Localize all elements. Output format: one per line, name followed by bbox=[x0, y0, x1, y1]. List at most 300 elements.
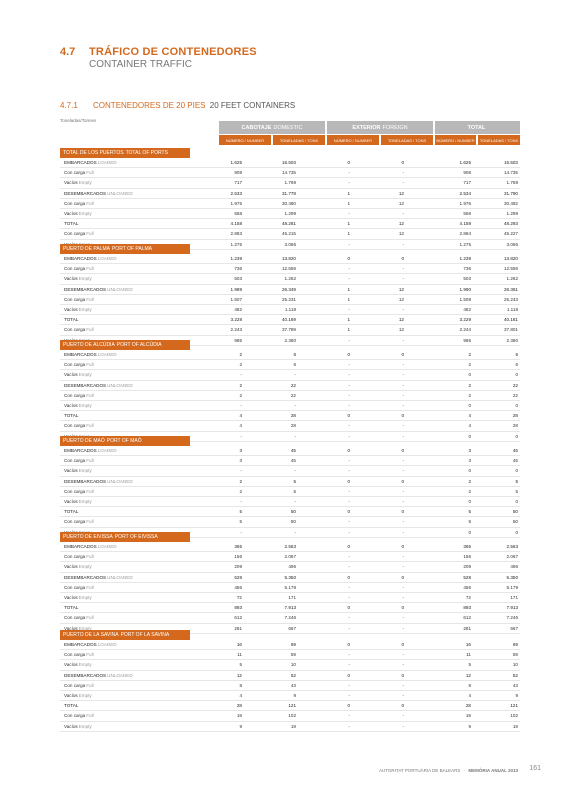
table-cell: 28 bbox=[512, 413, 518, 419]
table-row bbox=[60, 542, 520, 552]
table-cell: 2 bbox=[239, 352, 242, 357]
row-label-en: Empty bbox=[78, 468, 92, 474]
table-row bbox=[60, 593, 520, 603]
row-label bbox=[64, 613, 94, 622]
table-cell: 59 bbox=[290, 652, 296, 658]
row-label-es: Vacíos bbox=[64, 276, 78, 282]
table-cell: 102 bbox=[288, 713, 296, 719]
row-label bbox=[64, 562, 92, 571]
row-label-en: Full bbox=[86, 362, 94, 368]
port-section bbox=[60, 244, 520, 346]
row-label bbox=[64, 168, 94, 177]
port-section bbox=[60, 630, 520, 732]
port-header bbox=[60, 244, 190, 254]
table-row bbox=[60, 583, 520, 593]
row-label-en: LOADED bbox=[97, 256, 117, 261]
row-label-en: Empty bbox=[78, 306, 92, 312]
row-label bbox=[64, 681, 94, 690]
port-name-en: PORT OF LA SAVINA bbox=[120, 632, 170, 638]
row-label-es: TOTAL bbox=[64, 509, 79, 515]
row-label-es: DESEMBARCADOS bbox=[64, 478, 107, 484]
row-label-es: TOTAL bbox=[64, 413, 79, 419]
table-cell: 281 bbox=[463, 625, 471, 631]
row-label-en: Full bbox=[86, 554, 94, 560]
table-cell: 13.820 bbox=[503, 256, 518, 261]
table-cell: 40.181 bbox=[503, 317, 518, 323]
table-cell: 12 bbox=[398, 200, 404, 206]
table-cell: - bbox=[402, 723, 404, 729]
row-label-es: Con carga bbox=[64, 615, 86, 621]
table-cell: - bbox=[402, 362, 404, 368]
table-cell: 612 bbox=[463, 615, 471, 621]
table-cell: - bbox=[348, 498, 350, 504]
table-row bbox=[60, 487, 520, 497]
table-cell: 2 bbox=[468, 382, 471, 388]
table-cell: 2 bbox=[239, 488, 242, 494]
table-cell: 1.625 bbox=[459, 160, 471, 165]
row-label-en: UNLOADED bbox=[107, 286, 133, 292]
table-cell: 45.227 bbox=[503, 231, 518, 237]
table-cell: 667 bbox=[510, 625, 518, 631]
table-cell: - bbox=[240, 498, 242, 504]
table-cell: 30.492 bbox=[503, 200, 518, 206]
table-row bbox=[60, 477, 520, 487]
table-cell: 893 bbox=[463, 605, 471, 611]
row-label-es: DESEMBARCADOS bbox=[64, 286, 107, 292]
row-label-en: UNLOADED bbox=[107, 478, 133, 484]
table-cell: 1.769 bbox=[506, 180, 518, 186]
row-label-es: TOTAL bbox=[64, 703, 79, 709]
table-cell: 1.625 bbox=[230, 160, 242, 165]
table-row bbox=[60, 254, 520, 264]
table-cell: - bbox=[348, 662, 350, 668]
row-label-es: Con carga bbox=[64, 327, 86, 333]
table-cell: 171 bbox=[288, 594, 296, 600]
row-label-es: Con carga bbox=[64, 584, 86, 590]
table-cell: 209 bbox=[463, 564, 471, 570]
row-label-es: DESEMBARCADOS bbox=[64, 382, 107, 388]
port-name-en: PORT OF EIVISSA bbox=[114, 534, 158, 540]
table-cell: 7.246 bbox=[506, 615, 518, 621]
table-cell: - bbox=[348, 362, 350, 368]
table-row bbox=[60, 613, 520, 623]
table-cell: - bbox=[348, 468, 350, 474]
row-label bbox=[64, 229, 94, 238]
table-cell: 1.507 bbox=[230, 296, 242, 302]
row-label-es: EMBARCADOS bbox=[64, 544, 97, 549]
row-label bbox=[64, 542, 117, 551]
row-label bbox=[64, 254, 117, 263]
table-cell: 5 bbox=[239, 662, 242, 668]
table-cell: 22 bbox=[290, 382, 296, 388]
footer-org: AUTORITAT PORTUÀRIA DE BALEARS bbox=[379, 768, 461, 773]
table-cell: - bbox=[348, 306, 350, 312]
table-cell: 5.179 bbox=[284, 584, 296, 590]
row-label-es: Con carga bbox=[64, 423, 86, 429]
table-cell: 1.975 bbox=[230, 200, 242, 206]
table-cell: 0 bbox=[347, 352, 350, 357]
table-cell: 16.503 bbox=[281, 160, 296, 165]
table-cell: 9 bbox=[239, 723, 242, 729]
table-cell: 1.275 bbox=[459, 241, 471, 247]
row-label-es: Con carga bbox=[64, 170, 86, 176]
table-row bbox=[60, 199, 520, 209]
table-cell: 985 bbox=[463, 337, 471, 343]
row-label-es: Con carga bbox=[64, 266, 86, 272]
table-cell: 0 bbox=[347, 672, 350, 678]
table-cell: 6 bbox=[293, 352, 296, 357]
table-row bbox=[60, 671, 520, 681]
table-cell: 12 bbox=[236, 672, 242, 678]
table-cell: 2.563 bbox=[506, 544, 518, 549]
table-cell: 496 bbox=[510, 564, 518, 570]
header-group-total bbox=[435, 121, 520, 134]
table-row bbox=[60, 711, 520, 721]
table-cell: 5 bbox=[239, 519, 242, 525]
table-cell: 156 bbox=[234, 554, 242, 560]
table-cell: 12.559 bbox=[503, 266, 518, 272]
table-cell: 1.976 bbox=[459, 200, 471, 206]
table-cell: 0 bbox=[401, 703, 404, 709]
table-cell: 985 bbox=[234, 337, 242, 343]
row-label bbox=[64, 264, 94, 273]
table-row bbox=[60, 158, 520, 168]
table-cell: 3 bbox=[239, 458, 242, 464]
row-label bbox=[64, 477, 133, 486]
row-label bbox=[64, 199, 94, 208]
row-label-en: Full bbox=[86, 458, 94, 464]
table-cell: 2.534 bbox=[459, 190, 471, 196]
table-cell: 22 bbox=[290, 392, 296, 398]
table-row bbox=[60, 285, 520, 295]
header-group-label: EXTERIOR bbox=[352, 124, 381, 131]
table-cell: - bbox=[402, 372, 404, 378]
table-cell: 503 bbox=[234, 276, 242, 282]
row-label-es: Con carga bbox=[64, 200, 86, 206]
subsection-title-en: 20 FEET CONTAINERS bbox=[209, 101, 296, 110]
table-cell: 37.789 bbox=[281, 327, 296, 333]
table-cell: 456 bbox=[234, 584, 242, 590]
table-cell: 2.244 bbox=[459, 327, 471, 333]
table-row bbox=[60, 178, 520, 188]
table-cell: 0 bbox=[401, 672, 404, 678]
row-label-en: UNLOADED bbox=[107, 190, 133, 196]
table-cell: - bbox=[348, 519, 350, 525]
row-label bbox=[64, 650, 94, 659]
table-row bbox=[60, 325, 520, 335]
table-row bbox=[60, 411, 520, 421]
row-label-es: EMBARCADOS bbox=[64, 448, 97, 453]
row-label-es: EMBARCADOS bbox=[64, 352, 97, 357]
table-cell: 0 bbox=[401, 448, 404, 453]
table-cell: 7.246 bbox=[284, 615, 296, 621]
table-cell: - bbox=[348, 266, 350, 272]
table-cell: 0 bbox=[401, 256, 404, 261]
table-cell: 12 bbox=[398, 231, 404, 237]
header-group-label-en: FOREIGN bbox=[382, 124, 408, 131]
units-label: Toneladas/Tonnes bbox=[60, 118, 97, 123]
table-cell: 717 bbox=[463, 180, 471, 186]
row-label-es: Vacíos bbox=[64, 498, 78, 504]
table-cell: 6 bbox=[515, 362, 518, 368]
row-label-es: Con carga bbox=[64, 392, 86, 398]
table-row bbox=[60, 421, 520, 431]
row-label-es: Con carga bbox=[64, 296, 86, 302]
row-label-es: TOTAL bbox=[64, 317, 79, 323]
table-cell: 50 bbox=[290, 509, 296, 515]
table-cell: 43 bbox=[512, 682, 518, 688]
table-cell: 4 bbox=[468, 423, 471, 429]
row-label bbox=[64, 722, 92, 731]
table-cell: - bbox=[348, 713, 350, 719]
row-label-es: Con carga bbox=[64, 682, 86, 688]
table-cell: 209 bbox=[234, 564, 242, 570]
row-label-es: Con carga bbox=[64, 713, 86, 719]
row-label bbox=[64, 497, 92, 506]
table-cell: - bbox=[402, 210, 404, 216]
row-label-en: Full bbox=[86, 423, 94, 429]
row-label bbox=[64, 517, 94, 526]
table-cell: 12 bbox=[398, 317, 404, 323]
row-label bbox=[64, 640, 117, 649]
row-label-en: Full bbox=[86, 392, 94, 398]
table-cell: - bbox=[348, 682, 350, 688]
table-cell: 0 bbox=[468, 402, 471, 408]
row-label-en: Full bbox=[86, 488, 94, 494]
table-cell: - bbox=[402, 564, 404, 570]
table-row bbox=[60, 701, 520, 711]
table-cell: 37.801 bbox=[503, 327, 518, 333]
row-label-es: Con carga bbox=[64, 362, 86, 368]
row-label-en: LOADED bbox=[97, 544, 117, 549]
row-label bbox=[64, 446, 117, 455]
column-header: TONELADAS / TONS bbox=[273, 135, 325, 145]
table-cell: 1 bbox=[347, 327, 350, 333]
table-cell: - bbox=[402, 529, 404, 535]
row-label bbox=[64, 691, 92, 700]
table-cell: 0 bbox=[468, 468, 471, 474]
table-cell: 2.884 bbox=[459, 231, 471, 237]
table-cell: 14.735 bbox=[281, 170, 296, 176]
table-row bbox=[60, 517, 520, 527]
table-cell: 736 bbox=[463, 266, 471, 272]
table-cell: 12.559 bbox=[281, 266, 296, 272]
table-cell: - bbox=[348, 529, 350, 535]
table-cell: 4.159 bbox=[459, 221, 471, 227]
table-cell: 30.480 bbox=[281, 200, 296, 206]
table-cell: 72 bbox=[465, 594, 471, 600]
table-cell: 5.350 bbox=[506, 574, 518, 580]
port-name-es: PUERTO DE MAÓ bbox=[63, 438, 105, 444]
table-cell: 45 bbox=[512, 448, 518, 453]
table-cell: 9 bbox=[468, 723, 471, 729]
table-cell: - bbox=[402, 423, 404, 429]
table-cell: - bbox=[240, 529, 242, 535]
table-cell: 1 bbox=[347, 221, 350, 227]
table-cell: - bbox=[240, 468, 242, 474]
table-cell: - bbox=[348, 652, 350, 658]
row-label-es: Con carga bbox=[64, 554, 86, 560]
row-label-es: EMBARCADOS bbox=[64, 160, 97, 165]
table-row bbox=[60, 603, 520, 613]
subsection-title bbox=[60, 101, 295, 110]
row-label bbox=[64, 285, 133, 294]
table-row bbox=[60, 305, 520, 315]
table-cell: - bbox=[402, 306, 404, 312]
row-label bbox=[64, 391, 94, 400]
table-cell: 893 bbox=[234, 605, 242, 611]
table-cell: 28 bbox=[512, 423, 518, 429]
table-cell: 2 bbox=[239, 392, 242, 398]
port-name-es: TOTAL DE LOS PUERTOS bbox=[63, 150, 124, 156]
table-row bbox=[60, 391, 520, 401]
table-cell: 22 bbox=[512, 392, 518, 398]
table-cell: 31.778 bbox=[281, 190, 296, 196]
table-cell: 6 bbox=[293, 362, 296, 368]
table-cell: - bbox=[348, 180, 350, 186]
port-name-es: PUERTO DE EIVISSA bbox=[63, 534, 113, 540]
row-label-es: Vacíos bbox=[64, 625, 78, 631]
table-cell: - bbox=[348, 392, 350, 398]
table-cell: 121 bbox=[510, 703, 518, 709]
table-cell: 28 bbox=[290, 413, 296, 419]
table-cell: - bbox=[294, 402, 296, 408]
table-cell: 0 bbox=[401, 605, 404, 611]
table-cell: 482 bbox=[234, 306, 242, 312]
row-label bbox=[64, 660, 92, 669]
table-cell: 102 bbox=[510, 713, 518, 719]
table-cell: 456 bbox=[463, 584, 471, 590]
port-header bbox=[60, 340, 190, 350]
row-label-en: Empty bbox=[78, 210, 92, 216]
table-cell: 171 bbox=[510, 594, 518, 600]
table-cell: 0 bbox=[515, 468, 518, 474]
table-cell: 2.883 bbox=[230, 231, 242, 237]
header-group-label: TOTAL bbox=[467, 124, 486, 131]
table-cell: 40.169 bbox=[281, 317, 296, 323]
row-label bbox=[64, 325, 94, 334]
table-cell: 12 bbox=[398, 327, 404, 333]
table-cell: 1.118 bbox=[284, 306, 296, 312]
table-row bbox=[60, 722, 520, 732]
table-cell: 3.229 bbox=[459, 317, 471, 323]
row-label bbox=[64, 189, 133, 198]
row-label-en: LOADED bbox=[97, 352, 117, 357]
table-cell: 4 bbox=[468, 692, 471, 698]
table-cell: 45 bbox=[290, 448, 296, 453]
table-cell: - bbox=[294, 433, 296, 439]
table-cell: 1.118 bbox=[506, 306, 518, 312]
table-cell: 9 bbox=[293, 692, 296, 698]
row-label-en: UNLOADED bbox=[107, 672, 133, 678]
column-header: TONELADAS / TONS bbox=[381, 135, 433, 145]
table-cell: 908 bbox=[463, 170, 471, 176]
table-cell: 10 bbox=[512, 662, 518, 668]
row-label-es: EMBARCADOS bbox=[64, 256, 97, 261]
row-label-es: DESEMBARCADOS bbox=[64, 574, 107, 580]
table-cell: - bbox=[402, 392, 404, 398]
table-cell: 365 bbox=[463, 544, 471, 549]
table-cell: 12 bbox=[398, 296, 404, 302]
table-cell: - bbox=[402, 682, 404, 688]
table-cell: 503 bbox=[463, 276, 471, 282]
table-cell: 1.299 bbox=[506, 210, 518, 216]
table-cell: 2 bbox=[239, 478, 242, 484]
row-label-en: Full bbox=[86, 200, 94, 206]
table-cell: 45 bbox=[512, 458, 518, 464]
row-label bbox=[64, 466, 92, 475]
row-label-es: Vacíos bbox=[64, 210, 78, 216]
table-cell: 2.533 bbox=[230, 190, 242, 196]
table-cell: - bbox=[402, 594, 404, 600]
table-cell: 2 bbox=[468, 478, 471, 484]
port-header bbox=[60, 532, 190, 542]
table-cell: 2.067 bbox=[284, 554, 296, 560]
row-label-es: Vacíos bbox=[64, 692, 78, 698]
port-name-en: PORT OF MAÓ bbox=[106, 438, 142, 444]
column-header: NÚMERO / NUMBER bbox=[435, 135, 476, 145]
table-cell: 1.239 bbox=[230, 256, 242, 261]
row-label-es: TOTAL bbox=[64, 221, 79, 227]
table-cell: 1.299 bbox=[284, 210, 296, 216]
table-cell: 5 bbox=[515, 488, 518, 494]
row-label-en: LOADED bbox=[97, 448, 117, 453]
table-cell: 22 bbox=[512, 382, 518, 388]
row-label-es: Vacíos bbox=[64, 723, 78, 729]
row-label bbox=[64, 401, 92, 410]
table-cell: 11 bbox=[237, 652, 242, 658]
table-cell: - bbox=[348, 170, 350, 176]
table-cell: 50 bbox=[512, 519, 518, 525]
table-cell: 0 bbox=[347, 478, 350, 484]
subsection-number: 4.7.1 bbox=[60, 101, 78, 110]
table-row bbox=[60, 381, 520, 391]
table-cell: 1 bbox=[347, 190, 350, 196]
row-label bbox=[64, 552, 94, 561]
table-cell: 1.262 bbox=[506, 276, 518, 282]
row-label-en: Full bbox=[86, 615, 94, 621]
table-cell: - bbox=[402, 382, 404, 388]
table-row bbox=[60, 681, 520, 691]
row-label-en: LOADED bbox=[97, 642, 117, 647]
header-group-foreign bbox=[327, 121, 433, 134]
row-label-es: Con carga bbox=[64, 519, 86, 525]
table-cell: - bbox=[348, 372, 350, 378]
row-label bbox=[64, 421, 94, 430]
table-cell: - bbox=[402, 433, 404, 439]
table-row bbox=[60, 350, 520, 360]
row-label bbox=[64, 583, 94, 592]
table-cell: 2 bbox=[468, 392, 471, 398]
table-cell: 2 bbox=[239, 382, 242, 388]
table-row bbox=[60, 507, 520, 517]
table-cell: 28 bbox=[290, 423, 296, 429]
footer-report: MEMÒRIA ANUAL 2013 bbox=[468, 768, 518, 773]
table-cell: 281 bbox=[234, 625, 242, 631]
table-cell: 26.349 bbox=[281, 286, 296, 292]
table-cell: 28 bbox=[236, 703, 242, 709]
header-group-label: CABOTAJE bbox=[241, 124, 272, 131]
table-cell: - bbox=[348, 382, 350, 388]
table-cell: - bbox=[402, 337, 404, 343]
row-label bbox=[64, 178, 92, 187]
table-row bbox=[60, 274, 520, 284]
table-cell: 1.275 bbox=[230, 241, 242, 247]
port-header bbox=[60, 148, 190, 158]
table-cell: 0 bbox=[401, 509, 404, 515]
table-cell: 3.066 bbox=[284, 241, 296, 247]
table-cell: - bbox=[402, 468, 404, 474]
